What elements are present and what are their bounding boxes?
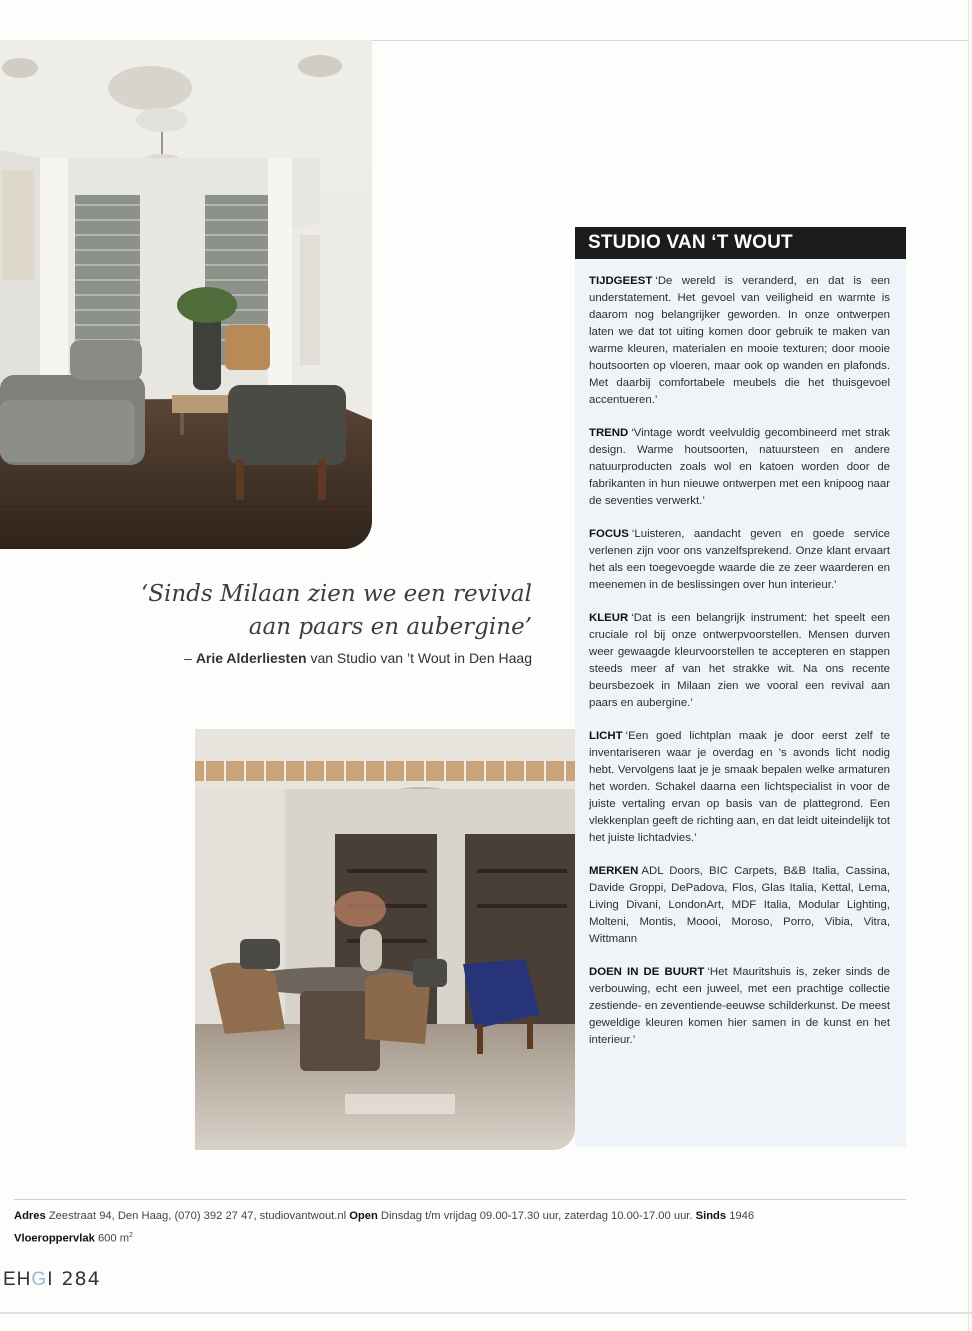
page-bottom-edge [0,1312,972,1314]
section-trend [589,425,890,510]
section-kleur [589,610,890,712]
quote-person: Arie Alderliesten [195,650,307,666]
section-keyword: DOEN IN DE BUURT [589,966,705,978]
quote-attribution [120,650,532,666]
dining-room-photo [195,729,575,1150]
sidebar-body [575,259,906,1049]
magazine-logo [3,1269,53,1290]
logo-part-a: EH [3,1269,32,1290]
open-value: Dinsdag t/m vrijdag 09.00-17.30 uur, zaterdag 10.00-17.00 uur. [380,1210,693,1222]
section-tijdgeest [589,273,890,409]
quote-dash: – [184,650,196,666]
section-focus [589,526,890,594]
footer-rule [14,1199,906,1200]
page-folio [3,1268,101,1291]
section-keyword: TREND [589,427,629,439]
open-label: Open [349,1210,378,1222]
section-text: ‘De wereld is veranderd, en dat is een understatement. Het gevoel van veiligheid en warmte is daarom nog belangrijker geworden. In onze ontwerpen laten we dat tot uiting komen door gebruik te maken van warme kleuren, materialen en mooie texturen; door mooie houtsoorten op vloeren, maar ook op wanden en plafonds. Met daarbij comfortabele meubels die het thuisgevoel accentueren.’ [589,275,890,406]
section-keyword: TIJDGEEST [589,275,653,287]
sinds-label: Sinds [695,1210,727,1222]
vloeroppervlak-unit: 2 [129,1232,133,1239]
section-licht [589,728,890,847]
quote-rest: van Studio van ’t Wout in Den Haag [306,650,532,666]
sidebar-title: STUDIO VAN ‘T WOUT [575,227,906,259]
section-keyword: KLEUR [589,612,629,624]
adres-value: Zeestraat 94, Den Haag, (070) 392 27 47, studiovantwout.nl [48,1210,347,1222]
section-text: ADL Doors, BIC Carpets, B&B Italia, Cassina, Davide Groppi, DePadova, Flos, Glas Italia, Kettal, Lema, Living Divani, LondonArt, MDF Italia, Modular Lighting, Molteni, Montis, Moooi, Moroso, Porro, Vibia, Vitra, Wittmann [589,865,890,945]
vloeroppervlak-value: 600 m [97,1232,130,1245]
sinds-value: 1946 [729,1210,755,1222]
vloeroppervlak-label: Vloeroppervlak [14,1232,95,1245]
page-number: 284 [61,1268,101,1290]
logo-part-b: G [31,1269,48,1290]
section-text: ‘Luisteren, aandacht geven en goede service verlenen zijn voor ons vanzelfsprekend. Onze klant ervaart het als een toegevoegde waarde die ze zeer waarderen en meenemen in de beslissingen over hun interieur.’ [589,528,890,591]
quote-line-2: aan paars en aubergine’ [248,614,532,640]
section-keyword: LICHT [589,730,623,742]
section-merken [589,863,890,948]
section-keyword: FOCUS [589,528,629,540]
top-rule [372,40,968,41]
living-room-photo [0,40,372,549]
section-keyword: MERKEN [589,865,639,877]
section-text: ‘Vintage wordt veelvuldig gecombineerd met strak design. Warme houtsoorten, natuursteen en andere natuurproducten zoals wol en katoen worden door de fabrikanten in hun nieuwe ontwerpen met een knipoog naar de seventies verwerkt.’ [589,427,890,507]
adres-label: Adres [14,1210,46,1222]
page-edge [968,0,969,1331]
section-text: ‘Het Mauritshuis is, zeker sinds de verbouwing, echt een juweel, met een prachtige collectie zestiende- en zeventiende-eeuwse schilderkunst. De meest geweldige kleuren komen hier samen in de kunst en het interieur.’ [589,966,891,1046]
quote-line-1: ‘Sinds Milaan zien we een revival [140,581,532,607]
section-text: ‘Een goed lichtplan maak je door eerst zelf te inventariseren waar je overdag en ’s avonds licht nodig hebt. Vervolgens laat je je smaak bepalen welke armaturen het worden. Schakel daarna een lichtspecialist in voor de juiste vertaling ervan op basis van de plattegrond. Een vlekkenplan geeft de richting aan, en dat leidt uiteindelijk tot het juiste lichtadvies.’ [589,730,890,844]
pull-quote [120,578,532,666]
section-doen-in-de-buurt [589,964,890,1049]
logo-part-c: I [47,1269,54,1290]
footer-info [14,1207,914,1249]
section-text: ‘Dat is een belangrijk instrument: het speelt een cruciale rol bij onze ontwerpvoorstellen. Mensen durven weer gewaagde kleurvoorstellen te accepteren en stappen steeds meer af van het strakke wit. Na ons recente beursbezoek in Milaan zien we vooral een revival aan paars en aubergine.’ [589,612,890,709]
info-sidebar [575,227,906,1147]
